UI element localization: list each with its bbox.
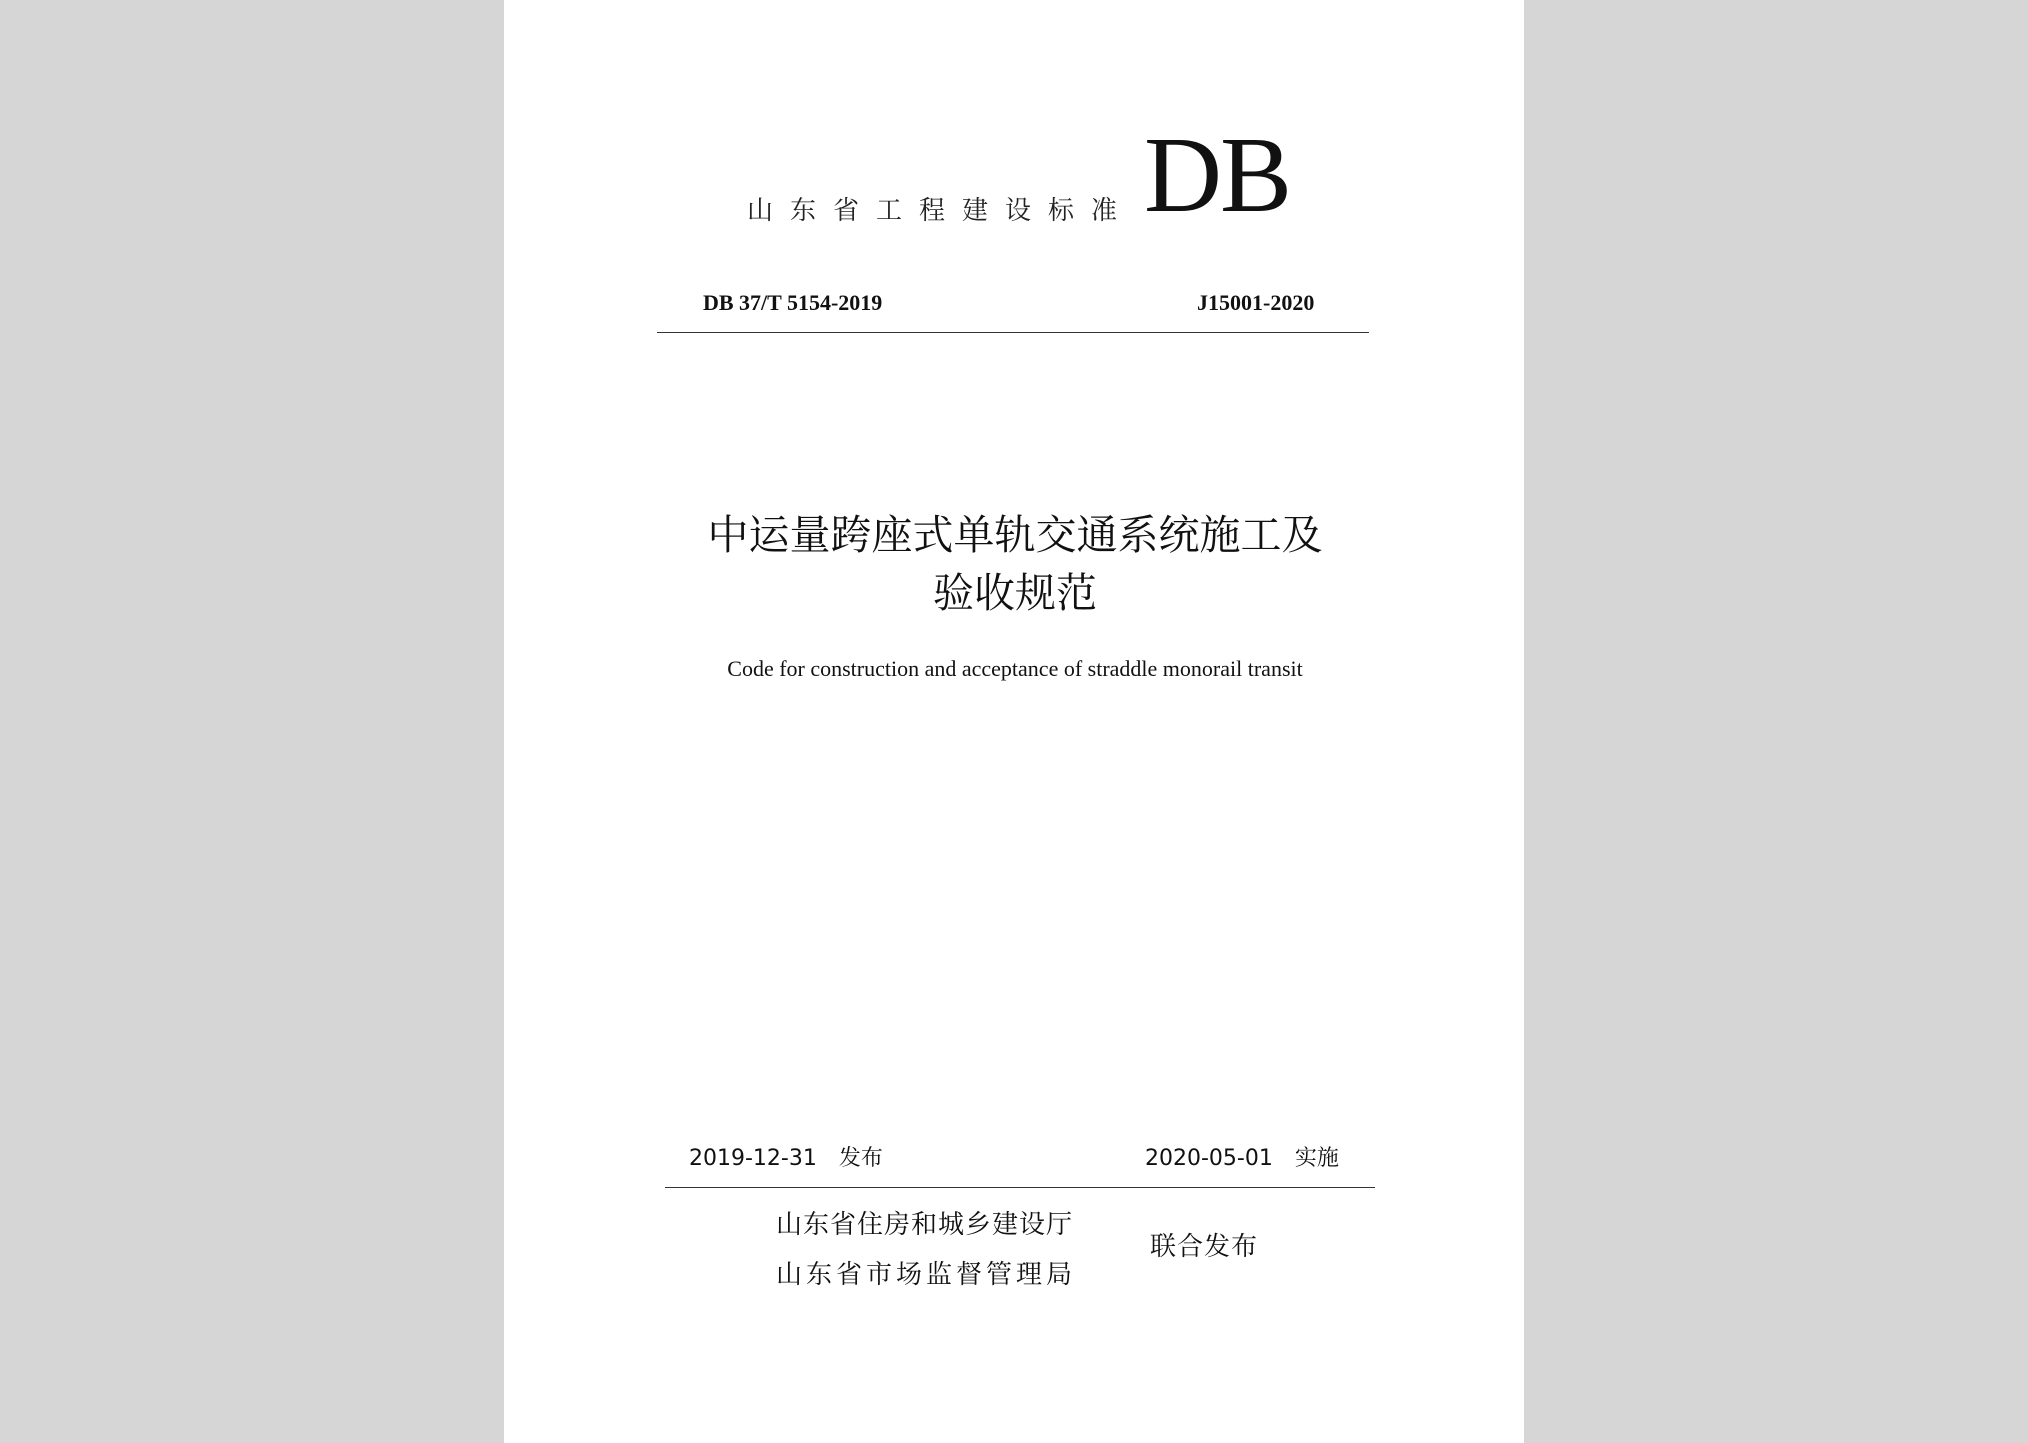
publish-date: 2019-12-31 — [689, 1146, 817, 1171]
implement-label: 实施 — [1294, 1146, 1339, 1171]
record-code: J15001-2020 — [1197, 290, 1315, 315]
top-divider — [657, 332, 1369, 333]
joint-release-label: 联合发布 — [1150, 1232, 1259, 1262]
title-cn-line-2: 验收规范 — [933, 569, 1097, 617]
publish-label: 发布 — [838, 1146, 883, 1171]
document-title-en: Code for construction and acceptance of straddle monorail transit — [727, 656, 1303, 681]
publish-info — [689, 1141, 883, 1172]
bottom-divider — [665, 1187, 1375, 1188]
issuer-category: 山东省工程建设标准 — [747, 196, 1135, 226]
db-logo: DB — [1144, 116, 1291, 235]
document-page — [504, 0, 1524, 1443]
document-title-cn — [604, 506, 1426, 622]
implement-info — [1145, 1141, 1339, 1172]
standard-code: DB 37/T 5154-2019 — [703, 290, 883, 315]
implement-date: 2020-05-01 — [1145, 1146, 1273, 1171]
authority-market: 山东省市场监督管理局 — [776, 1260, 1077, 1290]
authority-housing: 山东省住房和城乡建设厅 — [776, 1210, 1074, 1240]
title-cn-line-1: 中运量跨座式单轨交通系统施工及 — [707, 511, 1323, 559]
